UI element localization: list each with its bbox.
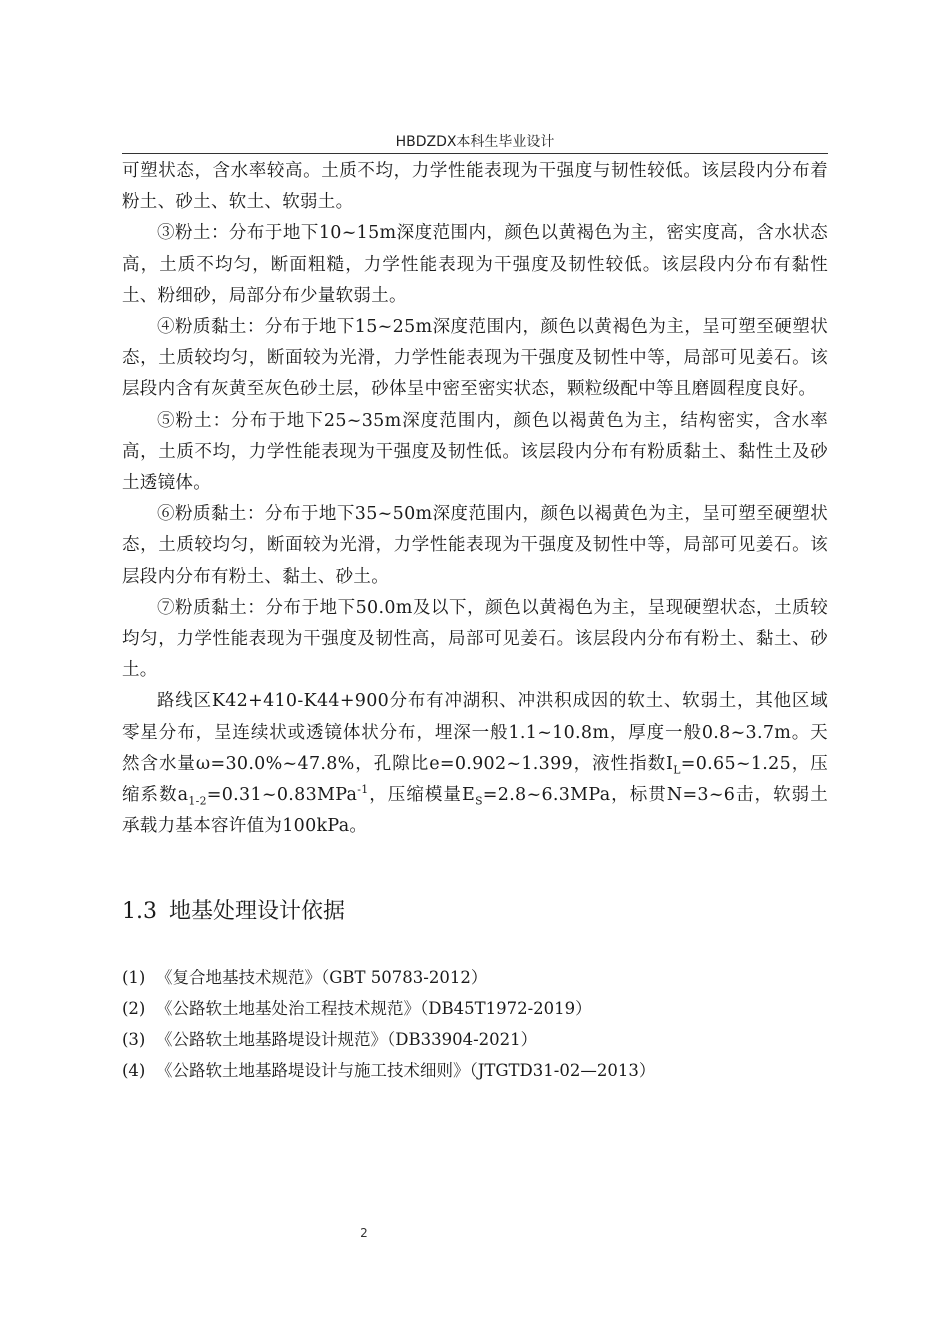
- paragraph-layer-7: ⑦粉质黏土：分布于地下50.0m及以下，颜色以黄褐色为主，呈现硬塑状态，土质较均匀，力学性能表现为干强度及韧性高，局部可见姜石。该层段内分布有粉土、黏土、砂土。: [122, 597, 828, 681]
- header-rule: [122, 153, 828, 154]
- reference-index: (4): [122, 1061, 146, 1080]
- soft-soil-text-c: =0.31~0.83MPa: [206, 785, 358, 806]
- subscript-1-2: 1-2: [188, 794, 207, 808]
- section-title: 地基处理设计依据: [169, 899, 346, 924]
- soft-soil-text-e: =2.8~6.3MPa，标贯N=3~6击，软弱土承载力基本容许值为100kPa。: [122, 785, 829, 837]
- paragraph-layer-4: ④粉质黏土：分布于地下15~25m深度范围内，颜色以黄褐色为主，呈可塑至硬塑状态，土质较均匀，断面较为光滑，力学性能表现为干强度及韧性中等，局部可见姜石。该层段内含有灰黄至灰色砂土层，砂体呈中密至密实状态，颗粒级配中等且磨圆程度良好。: [122, 317, 828, 400]
- soft-soil-text-d: ，压缩模量E: [368, 785, 476, 806]
- document-body: [122, 156, 828, 842]
- page-number: 2: [360, 1226, 368, 1240]
- reference-index: (1): [122, 968, 146, 987]
- paragraph-layer-5: ⑤粉土：分布于地下25~35m深度范围内，颜色以褐黄色为主，结构密实，含水率高，土质不均，力学性能表现为干强度及韧性低。该层段内分布有粉质黏土、黏性土及砂土透镜体。: [122, 410, 828, 494]
- reference-text: 《公路软土地基处治工程技术规范》（DB45T1972-2019）: [156, 999, 592, 1018]
- subscript-s: S: [475, 794, 483, 808]
- reference-text: 《公路软土地基路堤设计与施工技术细则》（JTGTD31-02—2013）: [156, 1061, 656, 1080]
- reference-item: [122, 993, 828, 1024]
- superscript-minus-1: -1: [357, 783, 369, 797]
- soft-soil-text-a: 路线区K42+410-K44+900分布有冲湖积、冲洪积成因的软土、软弱土，其他区域零星分布，呈连续状或透镜体状分布，埋深一般1.1~10.8m，厚度一般0.8~3.7m。天然含水量ω=30.0%~47.8%，孔隙比e=0.902~1.399，液性指数I: [122, 691, 828, 774]
- section-number: 1.3: [122, 899, 157, 924]
- paragraph-soft-soil: [122, 686, 828, 842]
- reference-item: [122, 1055, 828, 1086]
- reference-text: 《公路软土地基路堤设计规范》（DB33904-2021）: [156, 1030, 538, 1049]
- reference-index: (2): [122, 999, 146, 1018]
- paragraph-layer-3: ③粉土：分布于地下10~15m深度范围内，颜色以黄褐色为主，密实度高，含水状态高，土质不均匀，断面粗糙，力学性能表现为干强度及韧性较低。该层段内分布有黏性土、粉细砂，局部分布少量软弱土。: [122, 223, 828, 306]
- paragraph-layer-6: ⑥粉质黏土：分布于地下35~50m深度范围内，颜色以褐黄色为主，呈可塑至硬塑状态，土质较均匀，断面较为光滑，力学性能表现为干强度及韧性中等，局部可见姜石。该层段内分布有粉土、黏土、砂土。: [122, 504, 828, 587]
- section-heading: [122, 896, 345, 928]
- soft-soil-text-b: =0.65~1.25，压缩系数a: [122, 753, 828, 806]
- paragraph-continuation: 可塑状态，含水率较高。土质不均，力学性能表现为干强度与韧性较低。该层段内分布着粉土、砂土、软土、软弱土。: [122, 161, 828, 213]
- reference-item: [122, 962, 828, 993]
- reference-list: [122, 962, 828, 1086]
- reference-index: (3): [122, 1030, 146, 1049]
- reference-text: 《复合地基技术规范》（GBT 50783-2012）: [156, 968, 488, 987]
- reference-item: [122, 1024, 828, 1055]
- page-header: HBDZDX本科生毕业设计: [395, 134, 555, 150]
- subscript-l: L: [673, 763, 681, 777]
